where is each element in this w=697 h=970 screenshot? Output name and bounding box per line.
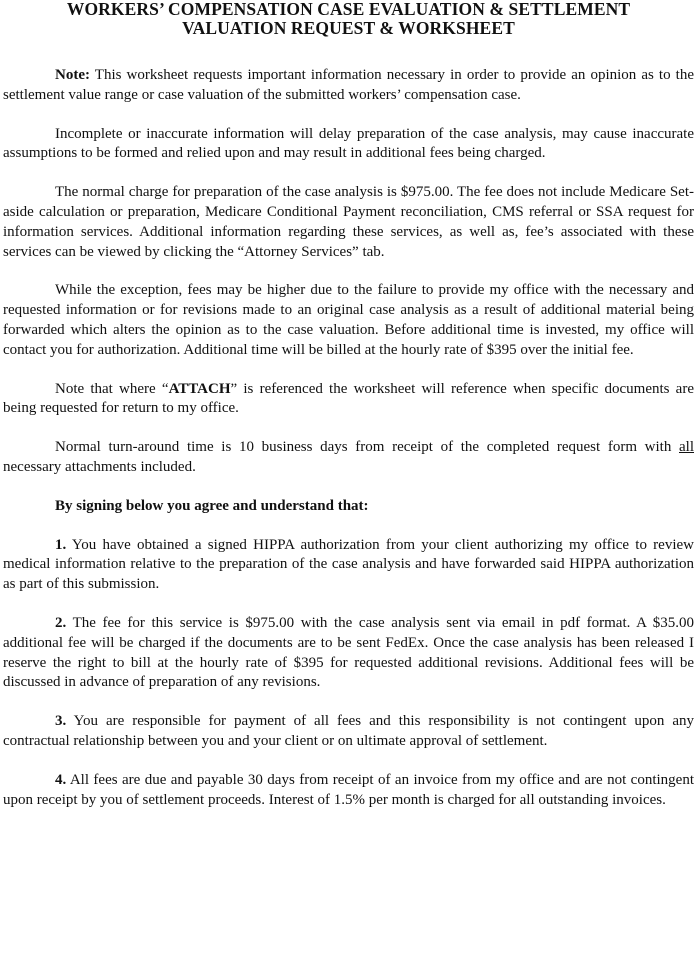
- turnaround-paragraph: [3, 438, 694, 478]
- incomplete-info-paragraph: Incomplete or inaccurate information will delay preparation of the case analysis, may cause inaccurate assumptions to be formed and relied upon and may result in additional fees being charged.: [3, 125, 694, 162]
- attach-keyword: ATTACH: [168, 380, 231, 397]
- term-number: 3.: [55, 713, 67, 730]
- term-text: All fees are due and payable 30 days from receipt of an invoice from my office and are not contingent upon receipt by you of settlement proceeds. Interest of 1.5% per month is charged for all outstanding invoices.: [3, 771, 694, 808]
- attach-note-paragraph: [3, 380, 694, 420]
- note-label: Note:: [55, 67, 90, 83]
- term-item-2: [3, 614, 694, 693]
- title-line-1: WORKERS’ COMPENSATION CASE EVALUATION & SETTLEMENT: [66, 0, 631, 19]
- note-text: This worksheet requests important information necessary in order to provide an opinion as to the settlement value range or case valuation of the submitted workers’ compensation case.: [3, 67, 694, 103]
- term-item-1: [3, 536, 694, 595]
- note-paragraph: [3, 66, 694, 106]
- turnaround-underlined: all: [679, 439, 694, 456]
- title-line-2: VALUATION REQUEST & WORKSHEET: [182, 18, 515, 38]
- turnaround-before: Normal turn-around time is 10 business days from receipt of the completed request form with: [55, 439, 679, 456]
- exception-paragraph: While the exception, fees may be higher due to the failure to provide my office with the necessary and requested information or for revisions made to an original case analysis as a result of additional material being forwarded which alters the opinion as to the case valuation. Before additional time is invested, my office will contact you for authorization. Additional time will be billed at the hourly rate of $395 over the initial fee.: [3, 282, 694, 358]
- term-item-3: [3, 712, 694, 752]
- term-number: 2.: [55, 614, 67, 631]
- term-text: You are responsible for payment of all fees and this responsibility is not contingent upon any contractual relationship between you and your client or on ultimate approval of settlement.: [3, 713, 694, 749]
- term-text: The fee for this service is $975.00 with the case analysis sent via email in pdf format. A $35.00 additional fee will be charged if the documents are to be sent FedEx. Once the case analysis has been released I reserve the right to bill at the hourly rate of $395 for requested additional revisions. Additional fees will be discussed in advance of preparation of any revisions.: [3, 614, 694, 691]
- document-title: [3, 0, 694, 38]
- term-text: You have obtained a signed HIPPA authorization from your client authorizing my office to review medical information relative to the preparation of the case analysis and have forwarded said HIPPA authorization as part of this submission.: [3, 536, 694, 593]
- term-number: 1.: [55, 536, 67, 553]
- turnaround-after: necessary attachments included.: [3, 458, 196, 475]
- signing-heading: By signing below you agree and understand that:: [55, 497, 369, 514]
- attach-note-before: Note that where “: [55, 380, 169, 397]
- term-item-4: [3, 771, 694, 811]
- normal-charge-paragraph: The normal charge for preparation of the case analysis is $975.00. The fee does not include Medicare Set-aside calculation or preparation, Medicare Conditional Payment reconciliation, CMS referral or SSA request for information services. Additional information regarding these services, as well as, fee’s associated with these services can be viewed by clicking the “Attorney Services” tab.: [3, 184, 694, 260]
- attach-note-after: ” is referenced the worksheet will reference when specific documents are being requested for return to my office.: [3, 380, 694, 417]
- term-number: 4.: [55, 771, 67, 788]
